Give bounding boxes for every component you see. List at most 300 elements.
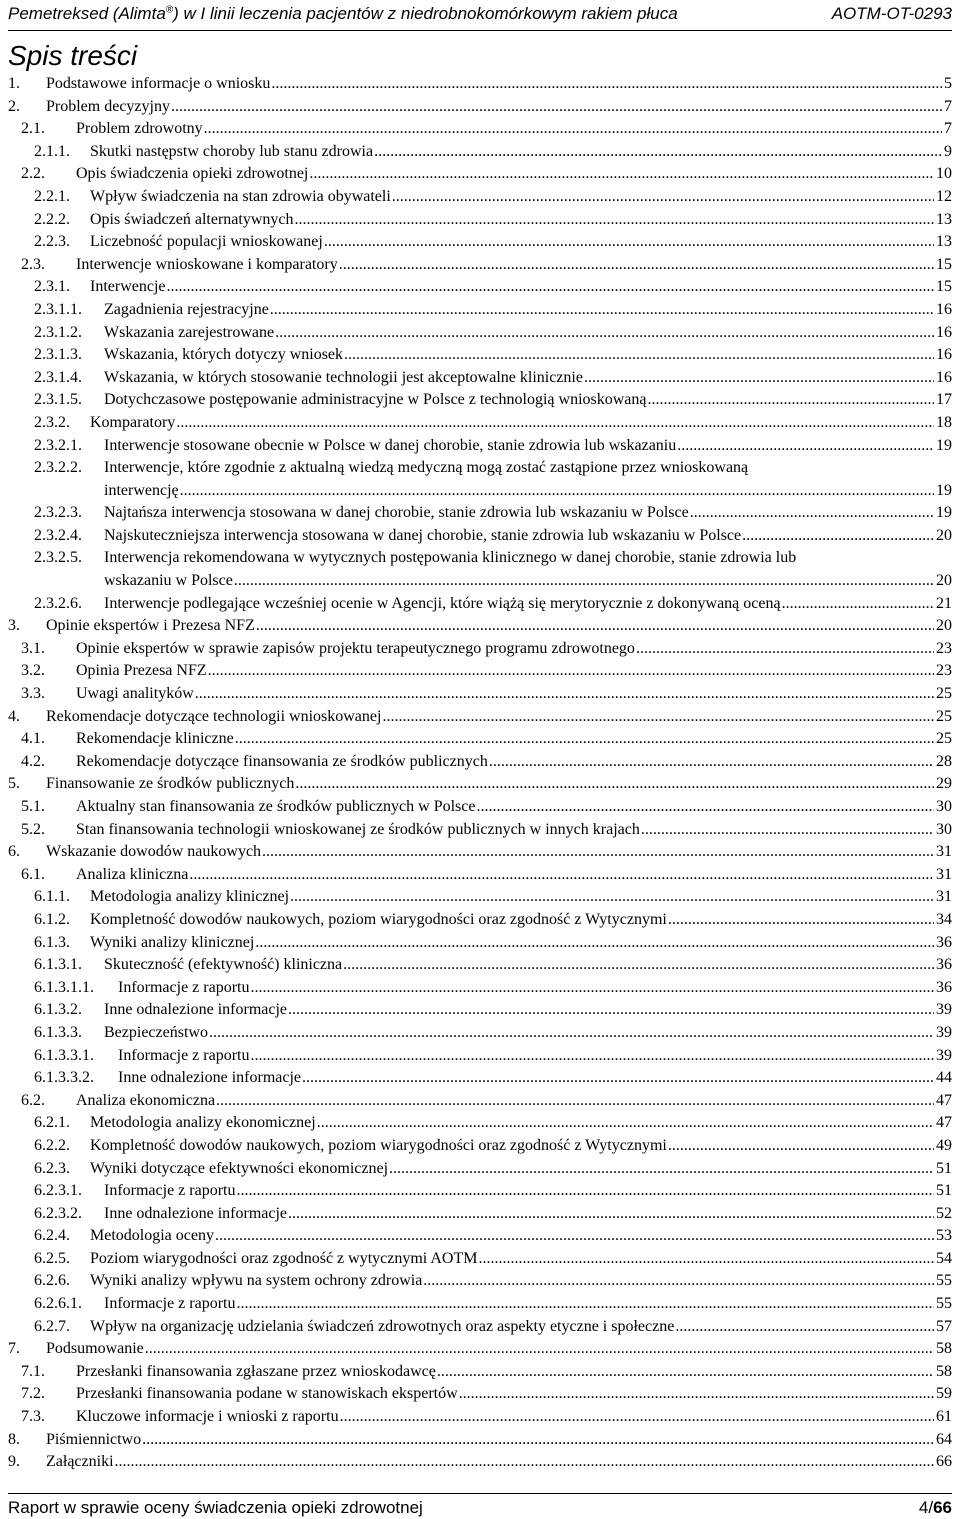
- toc-entry-page: 54: [936, 1249, 952, 1267]
- toc-entry[interactable]: [0, 435, 960, 458]
- toc-dot-leader: [742, 525, 934, 548]
- toc-entry[interactable]: [0, 367, 960, 390]
- toc-dot-leader: [317, 1112, 934, 1135]
- toc-entry-number: 2.3.1.2.: [34, 323, 82, 341]
- toc-entry-number: 2.3.: [21, 255, 45, 273]
- toc-entry-title: Kompletność dowodów naukowych, poziom wiarygodności oraz zgodność z Wytycznymi: [90, 909, 668, 932]
- toc-dot-leader: [288, 999, 934, 1022]
- toc-entry[interactable]: [0, 1270, 960, 1293]
- toc-entry-number: 3.3.: [21, 685, 45, 703]
- toc-entry[interactable]: [0, 276, 960, 299]
- toc-entry[interactable]: [0, 1090, 960, 1113]
- toc-title: Spis treści: [8, 40, 138, 71]
- toc-entry-number: 2.3.1.4.: [34, 368, 82, 386]
- toc-entry[interactable]: [0, 1180, 960, 1203]
- toc-dot-leader: [344, 344, 934, 367]
- toc-entry[interactable]: [0, 638, 960, 661]
- toc-entry-title: wskazaniu w Polsce: [104, 570, 234, 593]
- toc-dot-leader: [641, 819, 934, 842]
- toc-entry-page: 29: [936, 775, 952, 793]
- toc-dot-leader: [288, 1203, 934, 1226]
- toc-entry[interactable]: [0, 796, 960, 819]
- toc-entry-page: 17: [936, 391, 952, 409]
- toc-entry-title: Kompletność dowodów naukowych, poziom wiarygodności oraz zgodność z Wytycznymi: [90, 1135, 668, 1158]
- toc-entry-page: 58: [936, 1362, 952, 1380]
- toc-entry-page: 20: [936, 572, 952, 590]
- toc-entry-page: 66: [936, 1453, 952, 1471]
- toc-entry-page: 55: [936, 1295, 952, 1313]
- toc-entry[interactable]: [0, 209, 960, 232]
- toc-entry-number: 5.1.: [21, 798, 45, 815]
- toc-entry[interactable]: [0, 1158, 960, 1181]
- toc-entry-page: 31: [936, 888, 952, 906]
- toc-entry-page: 52: [936, 1204, 952, 1222]
- toc-dot-leader: [270, 299, 934, 322]
- toc-entry-title: Przesłanki finansowania podane w stanowiskach ekspertów: [76, 1383, 459, 1406]
- toc-entry-page: 34: [936, 910, 952, 928]
- toc-entry-title: Wpływ świadczenia na stan zdrowia obywateli: [90, 186, 392, 209]
- toc-entry-number: 6.1.3.: [34, 933, 70, 951]
- toc-entry-title: Inne odnalezione informacje: [104, 1203, 288, 1226]
- toc-entry-page: 39: [936, 1046, 952, 1064]
- toc-entry-number: 6.2.1.: [34, 1114, 70, 1132]
- toc-entry-page: 47: [936, 1091, 952, 1109]
- toc-dot-leader: [271, 73, 942, 96]
- toc-entry[interactable]: [0, 186, 960, 209]
- toc-dot-leader: [668, 909, 934, 932]
- toc-entry-page: 25: [936, 685, 952, 703]
- toc-entry-number: 8.: [8, 1430, 20, 1448]
- toc-entry-number: 2.3.2.2.: [34, 459, 82, 477]
- toc-entry[interactable]: [0, 1225, 960, 1248]
- toc-dot-leader: [295, 773, 934, 796]
- toc-entry-number: 6.2.3.1.: [34, 1182, 82, 1200]
- toc-entry-title: Interwencje, które zgodnie z aktualną wiedzą medyczną mogą zostać zastąpione przez wnioskowaną: [104, 457, 749, 480]
- toc-entry-title: Zagadnienia rejestracyjne: [104, 299, 270, 322]
- toc-entry-title: Rekomendacje kliniczne: [76, 728, 235, 751]
- toc-entry[interactable]: [0, 683, 960, 706]
- toc-entry[interactable]: [0, 502, 960, 525]
- toc-entry[interactable]: [0, 1045, 960, 1068]
- toc-entry-title: Metodologia oceny: [90, 1225, 215, 1248]
- toc-entry-title: interwencję: [104, 480, 180, 503]
- toc-entry-number: 6.2.3.2.: [34, 1204, 82, 1222]
- toc-dot-leader: [690, 502, 934, 525]
- toc-entry[interactable]: [0, 1135, 960, 1158]
- toc-entry-page: 36: [936, 956, 952, 974]
- toc-entry-page: 10: [936, 165, 952, 183]
- toc-dot-leader: [115, 1451, 934, 1474]
- toc-dot-leader: [343, 954, 934, 977]
- toc-entry[interactable]: [0, 389, 960, 412]
- toc-entry-title: Wyniki analizy wpływu na system ochrony zdrowia: [90, 1270, 423, 1293]
- toc-dot-leader: [204, 118, 942, 141]
- toc-entry-title: Problem zdrowotny: [76, 118, 204, 141]
- toc-entry-number: 2.3.2.: [34, 413, 70, 431]
- toc-dot-leader: [340, 1406, 934, 1429]
- toc-entry[interactable]: [0, 706, 960, 729]
- toc-entry-page: 15: [936, 278, 952, 296]
- toc-entry-title: Wskazania, których dotyczy wniosek: [104, 344, 344, 367]
- toc-entry-page: 44: [936, 1069, 952, 1087]
- toc-entry[interactable]: [0, 118, 960, 141]
- toc-entry-page: 36: [936, 978, 952, 996]
- toc-entry[interactable]: [0, 886, 960, 909]
- toc-entry-number: 6.2.6.1.: [34, 1295, 82, 1313]
- toc-entry-page: 19: [936, 436, 952, 454]
- toc-entry[interactable]: [0, 344, 960, 367]
- toc-entry[interactable]: [0, 660, 960, 683]
- toc-entry-number: 2.2.1.: [34, 187, 70, 205]
- toc-entry[interactable]: [0, 1112, 960, 1135]
- toc-entry-number: 5.: [8, 775, 20, 793]
- toc-dot-leader: [180, 480, 934, 503]
- toc-entry-number: 2.3.2.4.: [34, 526, 82, 544]
- toc-entry-page: 39: [936, 1023, 952, 1041]
- toc-entry-page: 23: [936, 662, 952, 680]
- toc-entry-title: Opis świadczeń alternatywnych: [90, 209, 294, 232]
- toc-entry-number: 6.2.4.: [34, 1227, 70, 1245]
- toc-entry-title: Bezpieczeństwo: [104, 1022, 209, 1045]
- toc-entry-title: Interwencje podlegające wcześniej ocenie w Agencji, które wiążą się merytorycznie z dokonywaną oceną: [104, 593, 782, 616]
- toc-entry-title: Opinie ekspertów w sprawie zapisów projektu terapeutycznego programu zdrowotnego: [76, 638, 636, 661]
- toc-dot-leader: [648, 389, 934, 412]
- toc-entry-title: Interwencje wnioskowane i komparatory: [76, 254, 339, 277]
- toc-entry-number: 6.2.5.: [34, 1249, 70, 1267]
- toc-entry-page: 58: [936, 1340, 952, 1358]
- toc-entry-number: 6.2.: [21, 1091, 45, 1109]
- toc-entry-page: 20: [936, 617, 952, 635]
- toc-entry-title: Opinie ekspertów i Prezesa NFZ: [46, 615, 256, 638]
- toc-dot-leader: [476, 796, 934, 819]
- toc-entry-page: 30: [936, 798, 952, 815]
- toc-entry-number: 6.1.: [21, 865, 45, 883]
- toc-entry-page: 51: [936, 1159, 952, 1177]
- toc-entry-number: 4.2.: [21, 752, 45, 770]
- toc-entry-page: 64: [936, 1430, 952, 1448]
- toc-dot-leader: [389, 1158, 934, 1181]
- toc-entry-title: Dotychczasowe postępowanie administracyjne w Polsce z technologią wnioskowaną: [104, 389, 648, 412]
- toc-entry-title: Interwencje: [90, 276, 167, 299]
- toc-entry-title: Interwencja rekomendowana w wytycznych postępowania klinicznego w danej chorobie, stanie zdrowia lub: [104, 547, 797, 570]
- toc-entry-number: 4.: [8, 707, 20, 725]
- toc-dot-leader: [339, 254, 934, 277]
- toc-dot-leader: [489, 751, 934, 774]
- toc-entry-title: Najskuteczniejsza interwencja stosowana w danej chorobie, stanie zdrowia lub wskazaniu w Polsce: [104, 525, 742, 548]
- toc-entry-title: Uwagi analityków: [76, 683, 195, 706]
- toc-dot-leader: [782, 593, 934, 616]
- toc-entry-number: 2.3.2.6.: [34, 594, 82, 612]
- toc-dot-leader: [235, 728, 934, 751]
- toc-dot-leader: [675, 1316, 934, 1339]
- toc-entry[interactable]: [0, 547, 960, 592]
- toc-entry[interactable]: [0, 1022, 960, 1045]
- toc-entry[interactable]: [0, 1203, 960, 1226]
- toc-entry[interactable]: [0, 773, 960, 796]
- toc-entry-title: Analiza kliniczna: [76, 864, 189, 887]
- toc-entry-page: 28: [936, 752, 952, 770]
- toc-entry-page: 16: [936, 368, 952, 386]
- toc-dot-leader: [209, 1022, 934, 1045]
- toc-entry[interactable]: [0, 96, 960, 119]
- toc-dot-leader: [309, 163, 934, 186]
- toc-entry-title: Metodologia analizy ekonomicznej: [90, 1112, 317, 1135]
- toc-entry-number: 2.3.2.1.: [34, 436, 82, 454]
- toc-entry[interactable]: [0, 457, 960, 502]
- toc-dot-leader: [392, 186, 934, 209]
- toc-entry-number: 6.1.3.1.1.: [34, 978, 94, 996]
- toc-entry[interactable]: [0, 1293, 960, 1316]
- toc-dot-leader: [255, 932, 934, 955]
- toc-entry-page: 23: [936, 639, 952, 657]
- toc-dot-leader: [208, 660, 934, 683]
- toc-entry-number: 6.1.1.: [34, 888, 70, 906]
- toc-entry-page: 49: [936, 1136, 952, 1154]
- toc-entry[interactable]: [0, 977, 960, 1000]
- toc-entry-title: Informacje z raportu: [118, 1045, 250, 1068]
- toc-entry-title: Wpływ na organizację udzielania świadczeń zdrowotnych oraz aspekty etyczne i społeczne: [90, 1316, 675, 1339]
- toc-entry-page: 53: [936, 1227, 952, 1245]
- toc-dot-leader: [324, 231, 934, 254]
- toc-dot-leader: [437, 1361, 934, 1384]
- toc-entry-number: 2.3.1.5.: [34, 391, 82, 409]
- toc-entry-page: 31: [936, 865, 952, 883]
- toc-entry-page: 25: [936, 730, 952, 748]
- toc-entry-number: 2.3.1.: [34, 278, 70, 296]
- toc-entry-title: Analiza ekonomiczna: [76, 1090, 216, 1113]
- toc-entry-number: 7.: [8, 1340, 20, 1358]
- toc-entry-title: Informacje z raportu: [118, 977, 250, 1000]
- toc-entry-title: Opinia Prezesa NFZ: [76, 660, 208, 683]
- toc-dot-leader: [142, 1429, 934, 1452]
- toc-entry-page: 57: [936, 1317, 952, 1335]
- toc-dot-leader: [176, 412, 934, 435]
- toc-dot-leader: [636, 638, 934, 661]
- toc-entry[interactable]: [0, 841, 960, 864]
- toc-dot-leader: [236, 1180, 934, 1203]
- page-footer: [8, 1493, 952, 1518]
- toc-dot-leader: [167, 276, 934, 299]
- toc-entry-number: 4.1.: [21, 730, 45, 748]
- toc-entry-title: Przesłanki finansowania zgłaszane przez wnioskodawcę: [76, 1361, 437, 1384]
- toc-entry[interactable]: [0, 1361, 960, 1384]
- toc-dot-leader: [189, 864, 934, 887]
- toc-entry[interactable]: [0, 954, 960, 977]
- toc-entry-title: Opis świadczenia opieki zdrowotnej: [76, 163, 309, 186]
- toc-entry-title: Rekomendacje dotyczące technologii wnioskowanej: [46, 706, 382, 729]
- table-of-contents: [0, 73, 960, 1474]
- toc-entry[interactable]: [0, 1383, 960, 1406]
- page-header: [8, 0, 952, 31]
- toc-entry[interactable]: [0, 254, 960, 277]
- toc-entry-page: 51: [936, 1182, 952, 1200]
- toc-dot-leader: [584, 367, 934, 390]
- toc-entry[interactable]: [0, 864, 960, 887]
- toc-entry-page: 18: [936, 413, 952, 431]
- toc-entry[interactable]: [0, 909, 960, 932]
- toc-dot-leader: [195, 683, 934, 706]
- toc-entry-title: Wyniki dotyczące efektywności ekonomicznej: [90, 1158, 389, 1181]
- toc-entry[interactable]: [0, 932, 960, 955]
- toc-entry-title: Informacje z raportu: [104, 1180, 236, 1203]
- toc-entry[interactable]: [0, 322, 960, 345]
- toc-entry-title: Kluczowe informacje i wnioski z raportu: [76, 1406, 340, 1429]
- toc-dot-leader: [374, 141, 942, 164]
- toc-entry-title: Metodologia analizy klinicznej: [90, 886, 290, 909]
- toc-entry-page: 19: [936, 504, 952, 522]
- toc-dot-leader: [216, 1090, 934, 1113]
- toc-entry-title: Podstawowe informacje o wniosku: [46, 73, 271, 96]
- toc-entry-page: 15: [936, 255, 952, 273]
- toc-entry-number: 6.1.2.: [34, 910, 70, 928]
- toc-dot-leader: [302, 1067, 934, 1090]
- toc-entry-title: Finansowanie ze środków publicznych: [46, 773, 295, 796]
- toc-entry-title: Podsumowanie: [46, 1338, 145, 1361]
- toc-entry-number: 6.2.3.: [34, 1159, 70, 1177]
- toc-entry-page: 20: [936, 526, 952, 544]
- toc-entry-number: 2.3.2.3.: [34, 504, 82, 522]
- toc-entry-page: 7: [944, 97, 952, 115]
- toc-entry-page: 59: [936, 1385, 952, 1403]
- toc-entry[interactable]: [0, 751, 960, 774]
- toc-entry-number: 2.2.2.: [34, 210, 70, 228]
- toc-entry-title: Wyniki analizy klinicznej: [90, 932, 255, 955]
- toc-entry-page: 55: [936, 1272, 952, 1290]
- toc-dot-leader: [250, 1045, 934, 1068]
- toc-entry-number: 7.1.: [21, 1362, 45, 1380]
- toc-dot-leader: [294, 209, 934, 232]
- toc-entry[interactable]: [0, 412, 960, 435]
- toc-entry[interactable]: [0, 73, 960, 96]
- toc-entry-number: 2.3.2.5.: [34, 549, 82, 567]
- toc-entry-number: 6.1.3.3.1.: [34, 1046, 94, 1064]
- footer-title: Raport w sprawie oceny świadczenia opieki zdrowotnej: [8, 1498, 423, 1517]
- toc-entry-number: 6.2.2.: [34, 1136, 70, 1154]
- toc-entry[interactable]: [0, 1067, 960, 1090]
- toc-entry-title: Poziom wiarygodności oraz zgodność z wytycznymi AOTM: [90, 1248, 478, 1271]
- toc-dot-leader: [290, 886, 934, 909]
- toc-entry-number: 6.2.7.: [34, 1317, 70, 1335]
- toc-entry[interactable]: [0, 1338, 960, 1361]
- toc-entry-page: 16: [936, 346, 952, 364]
- toc-dot-leader: [423, 1270, 934, 1293]
- toc-entry-page: 16: [936, 323, 952, 341]
- toc-entry-page: 5: [944, 75, 952, 92]
- toc-entry-number: 7.3.: [21, 1408, 45, 1426]
- toc-entry-number: 1.: [8, 75, 20, 92]
- toc-entry-number: 2.2.3.: [34, 233, 70, 251]
- toc-entry[interactable]: [0, 1451, 960, 1474]
- toc-dot-leader: [262, 841, 934, 864]
- toc-entry-title: Stan finansowania technologii wnioskowanej ze środków publicznych w innych krajach: [76, 819, 641, 842]
- toc-entry-number: 6.1.3.3.: [34, 1023, 82, 1041]
- header-title: Pemetreksed (Alimta®) w I linii leczenia pacjentów z niedrobnokomórkowym rakiem płuca: [8, 4, 678, 23]
- toc-entry-page: 9: [944, 142, 952, 160]
- toc-entry-title: Skuteczność (efektywność) kliniczna: [104, 954, 343, 977]
- toc-entry[interactable]: [0, 615, 960, 638]
- toc-dot-leader: [677, 435, 934, 458]
- toc-entry-title: Inne odnalezione informacje: [104, 999, 288, 1022]
- toc-entry[interactable]: [0, 819, 960, 842]
- toc-entry-title: Wskazanie dowodów naukowych: [46, 841, 262, 864]
- toc-entry-number: 2.: [8, 97, 20, 115]
- toc-entry[interactable]: [0, 1248, 960, 1271]
- toc-entry-title: Wskazania, w których stosowanie technologii jest akceptowalne klinicznie: [104, 367, 584, 390]
- toc-entry[interactable]: [0, 163, 960, 186]
- toc-entry-number: 6.2.6.: [34, 1272, 70, 1290]
- toc-entry-page: 21: [936, 594, 952, 612]
- toc-dot-leader: [382, 706, 934, 729]
- toc-entry[interactable]: [0, 299, 960, 322]
- toc-entry-number: 2.2.: [21, 165, 45, 183]
- toc-dot-leader: [668, 1135, 934, 1158]
- toc-entry[interactable]: [0, 231, 960, 254]
- toc-entry-title: Wskazania zarejestrowane: [104, 322, 275, 345]
- toc-entry-title: Najtańsza interwencja stosowana w danej chorobie, stanie zdrowia lub wskazaniu w Polsce: [104, 502, 690, 525]
- toc-entry-title: Inne odnalezione informacje: [118, 1067, 302, 1090]
- toc-entry-title: Rekomendacje dotyczące finansowania ze środków publicznych: [76, 751, 489, 774]
- toc-entry[interactable]: [0, 141, 960, 164]
- toc-entry-number: 9.: [8, 1453, 20, 1471]
- toc-entry-title: Liczebność populacji wnioskowanej: [90, 231, 324, 254]
- toc-entry-number: 3.1.: [21, 639, 45, 657]
- toc-entry-number: 2.3.1.1.: [34, 300, 82, 318]
- toc-entry-page: 13: [936, 233, 952, 251]
- toc-dot-leader: [478, 1248, 934, 1271]
- toc-dot-leader: [215, 1225, 934, 1248]
- toc-dot-leader: [145, 1338, 934, 1361]
- toc-entry-title: Skutki następstw choroby lub stanu zdrowia: [90, 141, 374, 164]
- toc-entry-page: 13: [936, 210, 952, 228]
- toc-entry-number: 7.2.: [21, 1385, 45, 1403]
- toc-entry-number: 2.3.1.3.: [34, 346, 82, 364]
- toc-entry[interactable]: [0, 1429, 960, 1452]
- toc-dot-leader: [275, 322, 934, 345]
- toc-dot-leader: [250, 977, 934, 1000]
- toc-entry-page: 36: [936, 933, 952, 951]
- toc-dot-leader: [256, 615, 934, 638]
- toc-entry[interactable]: [0, 525, 960, 548]
- toc-dot-leader: [234, 570, 934, 593]
- toc-entry-title: Aktualny stan finansowania ze środków publicznych w Polsce: [76, 796, 476, 819]
- toc-entry-page: 19: [936, 481, 952, 499]
- toc-entry[interactable]: [0, 1406, 960, 1429]
- toc-entry-page: 39: [936, 1001, 952, 1019]
- toc-dot-leader: [459, 1383, 934, 1406]
- toc-entry-page: 31: [936, 843, 952, 861]
- toc-entry-number: 2.1.1.: [34, 142, 70, 160]
- toc-entry-title: Informacje z raportu: [104, 1293, 236, 1316]
- toc-dot-leader: [236, 1293, 934, 1316]
- toc-entry-number: 6.: [8, 843, 20, 861]
- toc-entry-number: 2.1.: [21, 120, 45, 138]
- toc-entry-title: Komparatory: [90, 412, 176, 435]
- toc-entry-title: Interwencje stosowane obecnie w Polsce w danej chorobie, stanie zdrowia lub wskazaniu: [104, 435, 677, 458]
- toc-entry[interactable]: [0, 593, 960, 616]
- toc-entry-number: 3.: [8, 617, 20, 635]
- toc-entry-page: 7: [944, 120, 952, 138]
- toc-entry[interactable]: [0, 728, 960, 751]
- toc-entry-number: 6.1.3.3.2.: [34, 1069, 94, 1087]
- toc-entry-page: 30: [936, 820, 952, 838]
- toc-entry-title: Załączniki: [46, 1451, 115, 1474]
- page-number: 4/66: [918, 1498, 952, 1517]
- toc-entry-number: 6.1.3.2.: [34, 1001, 82, 1019]
- toc-entry[interactable]: [0, 999, 960, 1022]
- toc-entry[interactable]: [0, 1316, 960, 1339]
- header-code: AOTM-OT-0293: [831, 4, 952, 23]
- toc-entry-page: 47: [936, 1114, 952, 1132]
